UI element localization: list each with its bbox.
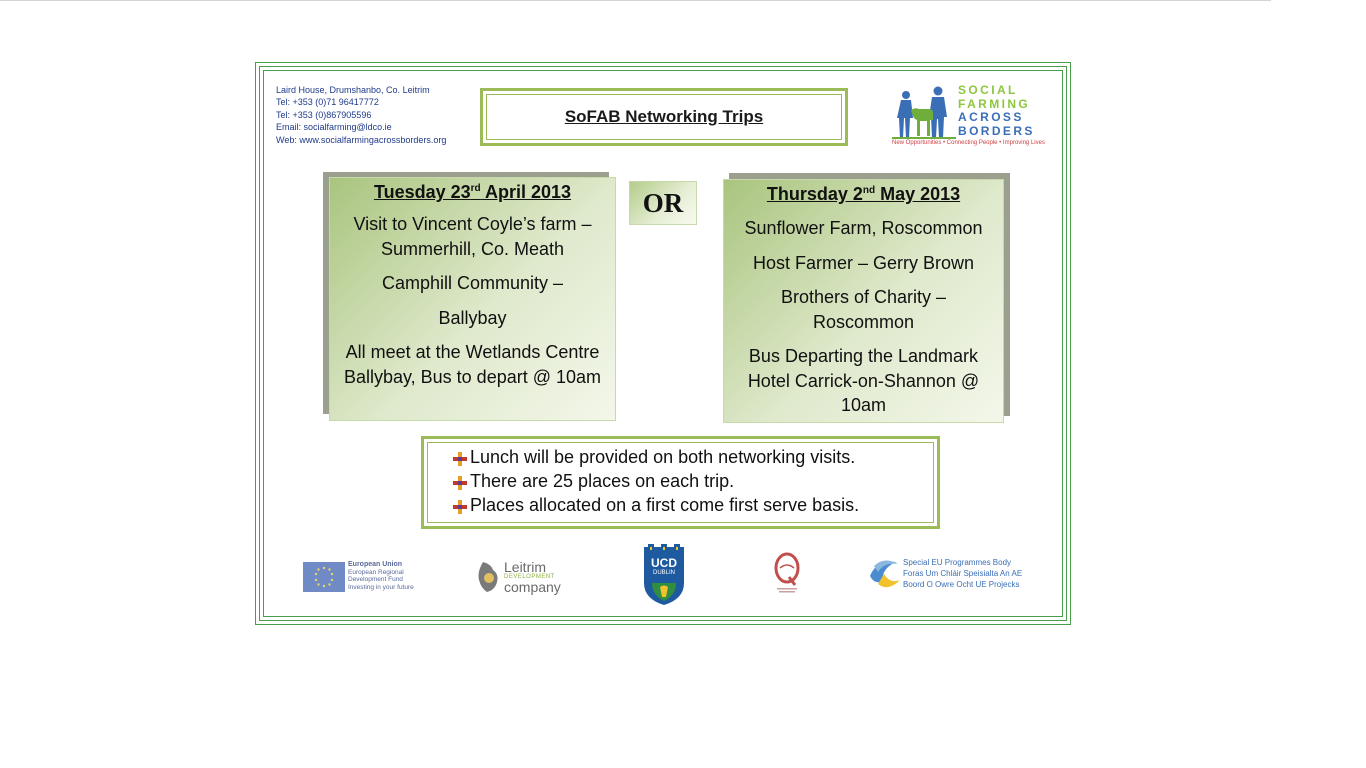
note-text: Places allocated on a first come first serve basis. [470,495,860,515]
web-line: Web: www.socialfarmingacrossborders.org [276,134,447,145]
seupb-line-3: Boord O Owre Ocht UE Projecks [903,580,1020,589]
seupb-line-1: Special EU Programmes Body [903,558,1012,567]
leitrim-line-3: company [504,579,561,595]
leitrim-line-2: DEVELOPMENT [504,574,555,580]
leitrim-line-1: Leitrim [504,559,547,575]
top-divider [0,0,1271,1]
contact-address [276,84,446,146]
leitrim-logo [477,560,573,596]
q-mark-icon [771,551,803,595]
eu-sub-3: Investing in your future [348,583,414,591]
phone-line-1: Tel: +353 (0)71 96417772 [276,97,379,108]
or-separator [629,181,697,225]
eu-sub-2: Development Fund [348,576,403,583]
eu-logo [303,561,414,593]
trip2-date: Thursday 2nd May 2013 [766,184,961,204]
sofab-logo [892,83,1045,152]
trip1-line-3: Ballybay [438,307,507,328]
q-mark-logo [771,551,803,595]
phone-line-2: Tel: +353 (0)867905596 [276,109,372,120]
note-item [452,445,859,469]
address-line: Laird House, Drumshanbo, Co. Leitrim [276,85,430,95]
eu-sub-1: European Regional [348,568,404,576]
ucd-logo [642,543,686,607]
trip1-card [329,177,616,421]
trip1-date: Tuesday 23rd April 2013 [373,182,572,202]
cross-bullet-icon [452,473,468,489]
logo-tagline: New Opportunities • Connecting People • Improving Lives [892,140,1045,146]
ucd-line-2: DUBLIN [652,570,675,576]
ucd-line-1: UCD [651,556,677,570]
note-text: Lunch will be provided on both networking visits. [470,447,856,467]
logo-word-2: FARMING [958,96,1031,111]
farmers-silhouette-icon [892,84,956,140]
eu-name: European Union [348,561,403,568]
page-title: SoFAB Networking Trips [564,107,764,126]
notes-box [421,436,940,529]
seupb-logo [866,556,1026,596]
trip2-card [723,179,1004,423]
seupb-swirl-icon [866,556,902,594]
logo-word-4: BORDERS [958,123,1035,138]
email-line: Email: socialfarming@ldco.ie [276,122,392,133]
seupb-line-2: Foras Um Chláir Speisialta An AE [903,569,1023,578]
note-item [452,469,859,493]
leitrim-county-icon [477,560,503,594]
trip2-line-2: Host Farmer – Gerry Brown [752,252,975,273]
title-box [480,88,848,146]
trip2-line-1: Sunflower Farm, Roscommon [744,218,983,238]
logo-word-1: SOCIAL [958,83,1018,97]
logo-text [958,84,1035,138]
trip2-line-3: Brothers of Charity – Roscommon [780,287,947,332]
trip1-line-4: All meet at the Wetlands Centre Ballybay, Bus to depart @ 10am [343,342,602,387]
trip1-line-2: Camphill Community – [381,273,564,293]
note-item [452,493,859,517]
trip2-line-4: Bus Departing the Landmark Hotel Carrick-on-Shannon @ 10am [747,346,980,415]
cross-bullet-icon [452,497,468,513]
notes-list [452,445,859,517]
trip1-line-1: Visit to Vincent Coyle’s farm – Summerhill, Co. Meath [353,214,592,259]
logo-word-3: ACROSS [958,110,1024,124]
cross-bullet-icon [452,449,468,465]
note-text: There are 25 places on each trip. [470,471,735,491]
eu-flag-icon [303,562,345,592]
or-label: OR [642,187,684,218]
